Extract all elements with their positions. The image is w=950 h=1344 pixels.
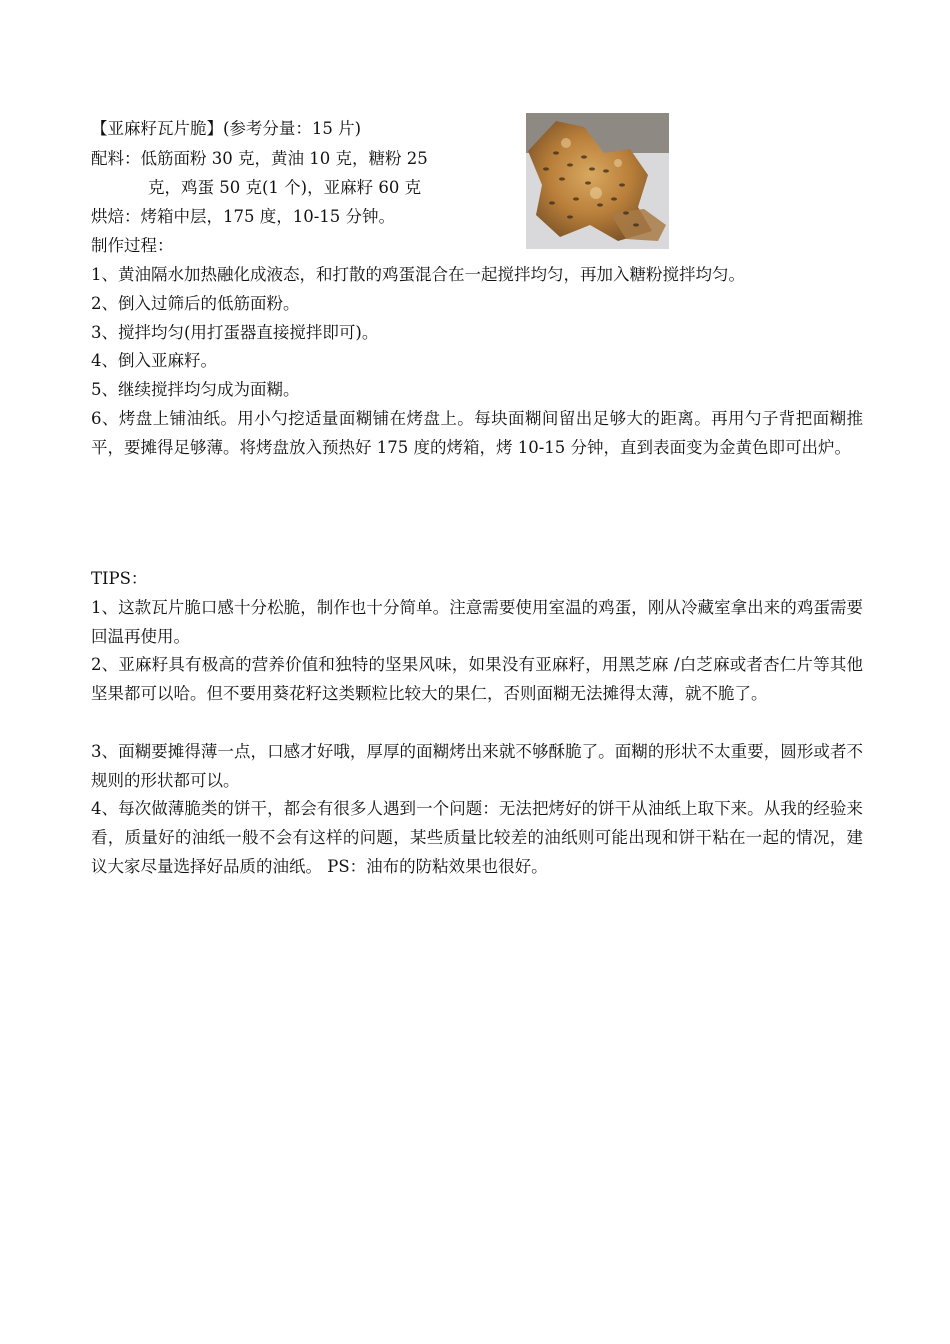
step-3: 3、搅拌均匀(用打蛋器直接搅拌即可)。 [91,323,379,342]
step-2: 2、倒入过筛后的低筋面粉。 [91,294,300,313]
baking-info: 烘焙：烤箱中层，175 度，10-15 分钟。 [91,207,396,226]
tips-heading: TIPS： [91,569,148,588]
step-6: 6、烤盘上铺油纸。用小勺挖适量面糊铺在烤盘上。每块面糊间留出足够大的距离。再用勺子背把面糊推平，要摊得足够薄。将烤盘放入预热好 175 度的烤箱，烤 10-15 分钟，直到表面变为金黄色即可出炉。 [91,409,863,457]
tip-2: 2、亚麻籽具有极高的营养价值和独特的坚果风味，如果没有亚麻籽，用黑芝麻 /白芝麻或者杏仁片等其他坚果都可以哈。但不要用葵花籽这类颗粒比较大的果仁，否则面糊无法摊得太薄，就不脆了。 [91,655,863,703]
step-4: 4、倒入亚麻籽。 [91,351,217,370]
step-1: 1、黄油隔水加热融化成液态，和打散的鸡蛋混合在一起搅拌均匀，再加入糖粉搅拌均匀。 [91,265,745,284]
flaxseed-cracker-image [526,113,669,249]
ingredients-line-1: 配料：低筋面粉 30 克，黄油 10 克，糖粉 25 [91,149,428,168]
cracker-photo [526,113,669,249]
ingredients-line-2: 克，鸡蛋 50 克(1 个)，亚麻籽 60 克 [148,178,422,197]
tip-3: 3、面糊要摊得薄一点，口感才好哦，厚厚的面糊烤出来就不够酥脆了。面糊的形状不太重要，圆形或者不规则的形状都可以。 [91,742,863,790]
tip-1: 1、这款瓦片脆口感十分松脆，制作也十分简单。注意需要使用室温的鸡蛋，刚从冷藏室拿出来的鸡蛋需要回温再使用。 [91,598,863,646]
tip-4: 4、每次做薄脆类的饼干，都会有很多人遇到一个问题：无法把烤好的饼干从油纸上取下来。从我的经验来看，质量好的油纸一般不会有这样的问题，某些质量比较差的油纸则可能出现和饼干粘在一起的情况，建议大家尽量选择好品质的油纸。 PS：油布的防粘效果也很好。 [91,799,863,876]
process-heading: 制作过程： [91,236,174,255]
step-5: 5、继续搅拌均匀成为面糊。 [91,380,300,399]
recipe-title: 【亚麻籽瓦片脆】(参考分量：15 片) [91,119,362,138]
